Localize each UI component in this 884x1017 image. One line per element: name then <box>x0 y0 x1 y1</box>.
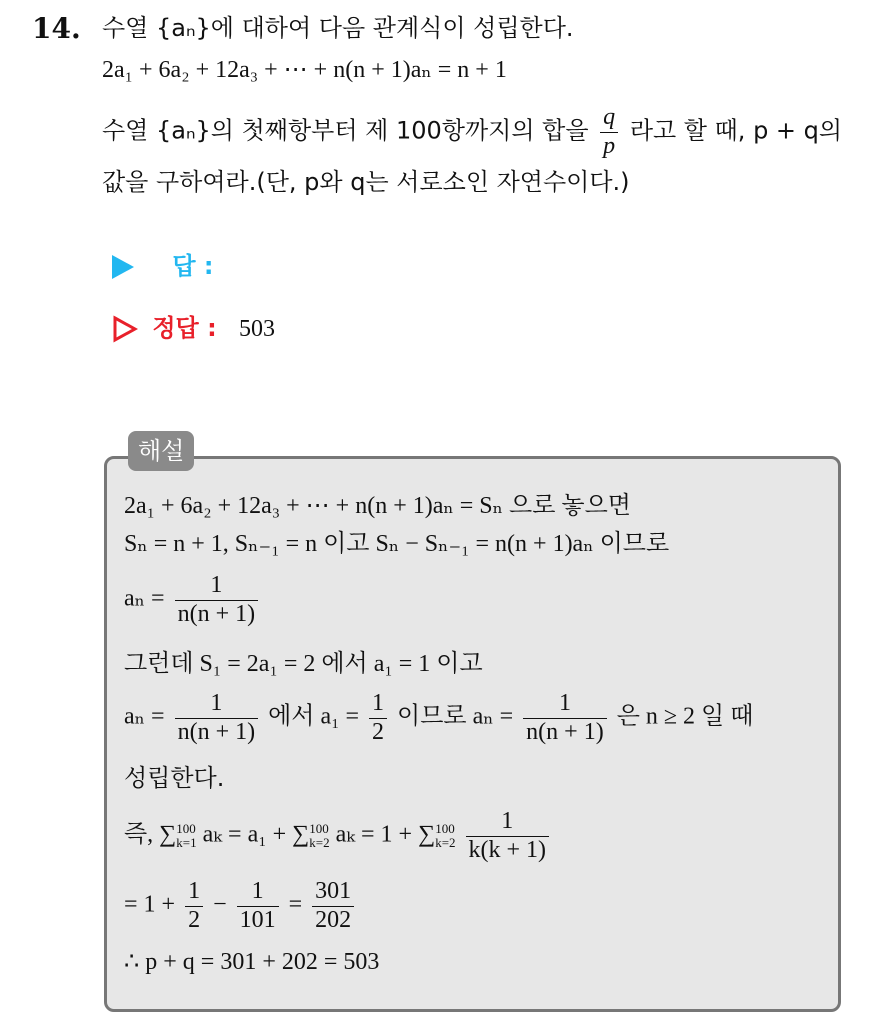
solution-line-8 <box>124 878 358 934</box>
sum-limits-3 <box>435 822 455 851</box>
outline-triangle-icon <box>112 315 138 343</box>
solution-fraction-half-2 <box>185 878 203 934</box>
question-line3-part2: 라고 할 때, p + q의 <box>629 116 843 145</box>
question-fraction-numerator: q <box>603 104 616 130</box>
solution-fraction-an-2 <box>175 690 259 746</box>
solution-fraction-result <box>312 878 354 934</box>
question-intro: 수열 {aₙ}에 대하여 다음 관계식이 성립한다. <box>102 14 574 42</box>
sum-upper: 100 <box>176 820 196 836</box>
solution-line7-eq2: aₖ = 1 + ∑ <box>335 821 436 848</box>
sum-lower: k=2 <box>435 835 456 851</box>
solution-line-6: 성립한다. <box>124 764 225 792</box>
solution-fraction-101 <box>237 878 279 934</box>
sum-upper: 100 <box>435 820 455 836</box>
solution-fraction-half <box>369 690 387 746</box>
fraction-denominator: 2 <box>369 718 387 747</box>
answer-row <box>112 246 214 281</box>
fraction-denominator: n(n + 1) <box>175 600 259 629</box>
question-line-4: 값을 구하여라.(단, p와 q는 서로소인 자연수이다.) <box>102 168 630 196</box>
question-line3-part1: 수열 {aₙ}의 첫째항부터 제 100항까지의 합을 <box>102 116 589 145</box>
solution-fraction-k <box>466 808 550 864</box>
sum-limits-1 <box>176 822 196 851</box>
solution-tag: 해설 <box>128 431 194 471</box>
sum-lower: k=2 <box>309 835 330 851</box>
fraction-numerator: 1 <box>210 690 223 716</box>
correct-answer-label: 정답 : <box>152 314 217 342</box>
sum-upper: 100 <box>309 820 329 836</box>
solution-line-1: 2a₁ + 6a₂ + 12a₃ + ⋯ + n(n + 1)aₙ = Sₙ 으로 놓으면 <box>124 493 631 519</box>
sum-limits-2 <box>309 822 329 851</box>
solution-line-3 <box>124 572 262 628</box>
solution-line-5 <box>124 690 753 746</box>
solution-fraction-an-3 <box>523 690 607 746</box>
fraction-numerator: 301 <box>315 878 352 904</box>
fraction-numerator: 1 <box>251 878 264 904</box>
correct-answer-value: 503 <box>239 316 276 342</box>
solution-line-7 <box>124 808 553 864</box>
solution-line8-minus: − <box>213 891 227 918</box>
question-fraction-denominator: p <box>600 132 618 161</box>
solution-line7-eq: aₖ = a₁ + ∑ <box>202 821 310 848</box>
solution-line7-start: 즉, ∑ <box>124 821 177 848</box>
solution-line5-mid: 에서 a₁ = <box>268 703 360 730</box>
solution-an-lhs-2: aₙ = <box>124 703 165 730</box>
answer-label: 답 : <box>172 252 214 280</box>
solution-an-lhs: aₙ = <box>124 585 165 612</box>
solution-line5-end: 은 n ≥ 2 일 때 <box>616 703 754 730</box>
question-line-3 <box>102 104 842 160</box>
solution-line-9: ∴ p + q = 301 + 202 = 503 <box>124 949 380 975</box>
fraction-numerator: 1 <box>558 690 571 716</box>
question-relation: 2a₁ + 6a₂ + 12a₃ + ⋯ + n(n + 1)aₙ = n + 1 <box>102 57 507 83</box>
solution-fraction-an <box>175 572 259 628</box>
solution-line8-equals: = <box>288 891 303 918</box>
question-fraction <box>600 104 618 160</box>
question-number: 14. <box>32 12 81 45</box>
fraction-numerator: 1 <box>210 572 223 598</box>
fraction-denominator: k(k + 1) <box>466 836 550 865</box>
solution-line8-start: = 1 + <box>124 891 176 918</box>
fraction-numerator: 1 <box>372 690 385 716</box>
fraction-denominator: 202 <box>312 906 354 935</box>
fraction-denominator: 2 <box>185 906 203 935</box>
fraction-denominator: n(n + 1) <box>175 718 259 747</box>
correct-answer-row <box>112 308 275 343</box>
fraction-numerator: 1 <box>188 878 201 904</box>
sum-lower: k=1 <box>176 835 197 851</box>
solution-line5-mid2: 이므로 aₙ = <box>397 703 514 730</box>
fraction-numerator: 1 <box>501 808 514 834</box>
solution-line-4: 그런데 S₁ = 2a₁ = 2 에서 a₁ = 1 이고 <box>124 651 483 677</box>
play-arrow-icon <box>112 255 134 279</box>
fraction-denominator: 101 <box>237 906 279 935</box>
fraction-denominator: n(n + 1) <box>523 718 607 747</box>
solution-line-2: Sₙ = n + 1, Sₙ₋₁ = n 이고 Sₙ − Sₙ₋₁ = n(n + 1)aₙ 이므로 <box>124 531 670 557</box>
